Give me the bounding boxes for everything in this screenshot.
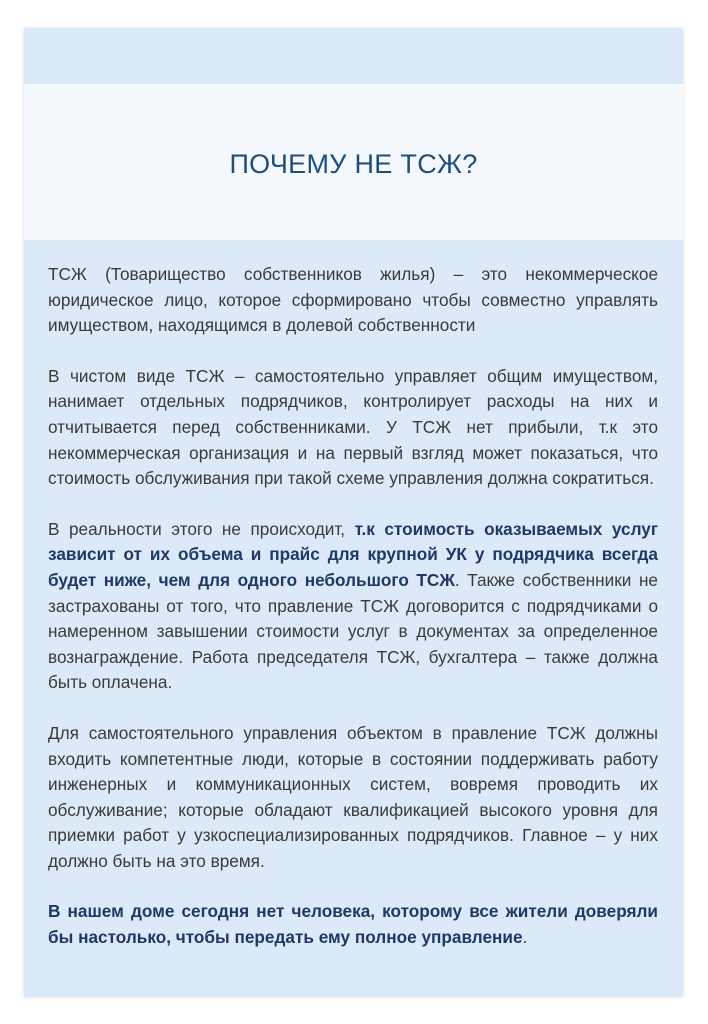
paragraph-conclusion (48, 899, 658, 950)
paragraph-reality-emphasis: т.к стоимость оказываемых услуг зависит от их объема и прайс для крупной УК у подрядчика всегда будет ниже, чем для одного небольшого ТСЖ (48, 518, 658, 590)
document-page (24, 28, 683, 997)
paragraph-reality (48, 517, 658, 696)
paragraph-conclusion-emphasis: В нашем доме сегодня нет человека, которому все жители доверяли бы настолько, чтобы передать ему полное управление (48, 901, 658, 948)
paragraph-competence: Для самостоятельного управления объектом в правление ТСЖ должны входить компетентные люди, которые в состоянии поддерживать работу инженерных и коммуникационных систем, вовремя проводить их обслуживание; которые обладают квалификацией высокого уровня для приемки работ у узкоспециализированных подрядчиков. Главное – у них должно быть на это время. (48, 722, 658, 871)
title-band (24, 84, 683, 240)
page-title: ПОЧЕМУ НЕ ТСЖ? (229, 148, 478, 179)
paragraph-reality-start: В реальности этого не происходит, (48, 518, 355, 539)
document-body (48, 262, 658, 951)
paragraph-reality-end: . Также собственники не застрахованы от того, что правление ТСЖ договорится с подрядчиками о намеренном завышении стоимости услуг в документах за определенное вознаграждение. Работа председателя ТСЖ, бухгалтера – также должна быть оплачена. (48, 569, 658, 693)
paragraph-definition: ТСЖ (Товарищество собственников жилья) – это некоммерческое юридическое лицо, которое сформировано чтобы совместно управлять имуществом, находящимся в долевой собственности (48, 264, 658, 336)
paragraph-conclusion-end: . (522, 927, 528, 948)
paragraph-pure-hoa: В чистом виде ТСЖ – самостоятельно управляет общим имуществом, нанимает отдельных подрядчиков, контролирует расходы на них и отчитывается перед собственниками. У ТСЖ нет прибыли, т.к это некоммерческая организация и на первый взгляд может показаться, что стоимость обслуживания при такой схеме управления должна сократиться. (48, 365, 658, 489)
